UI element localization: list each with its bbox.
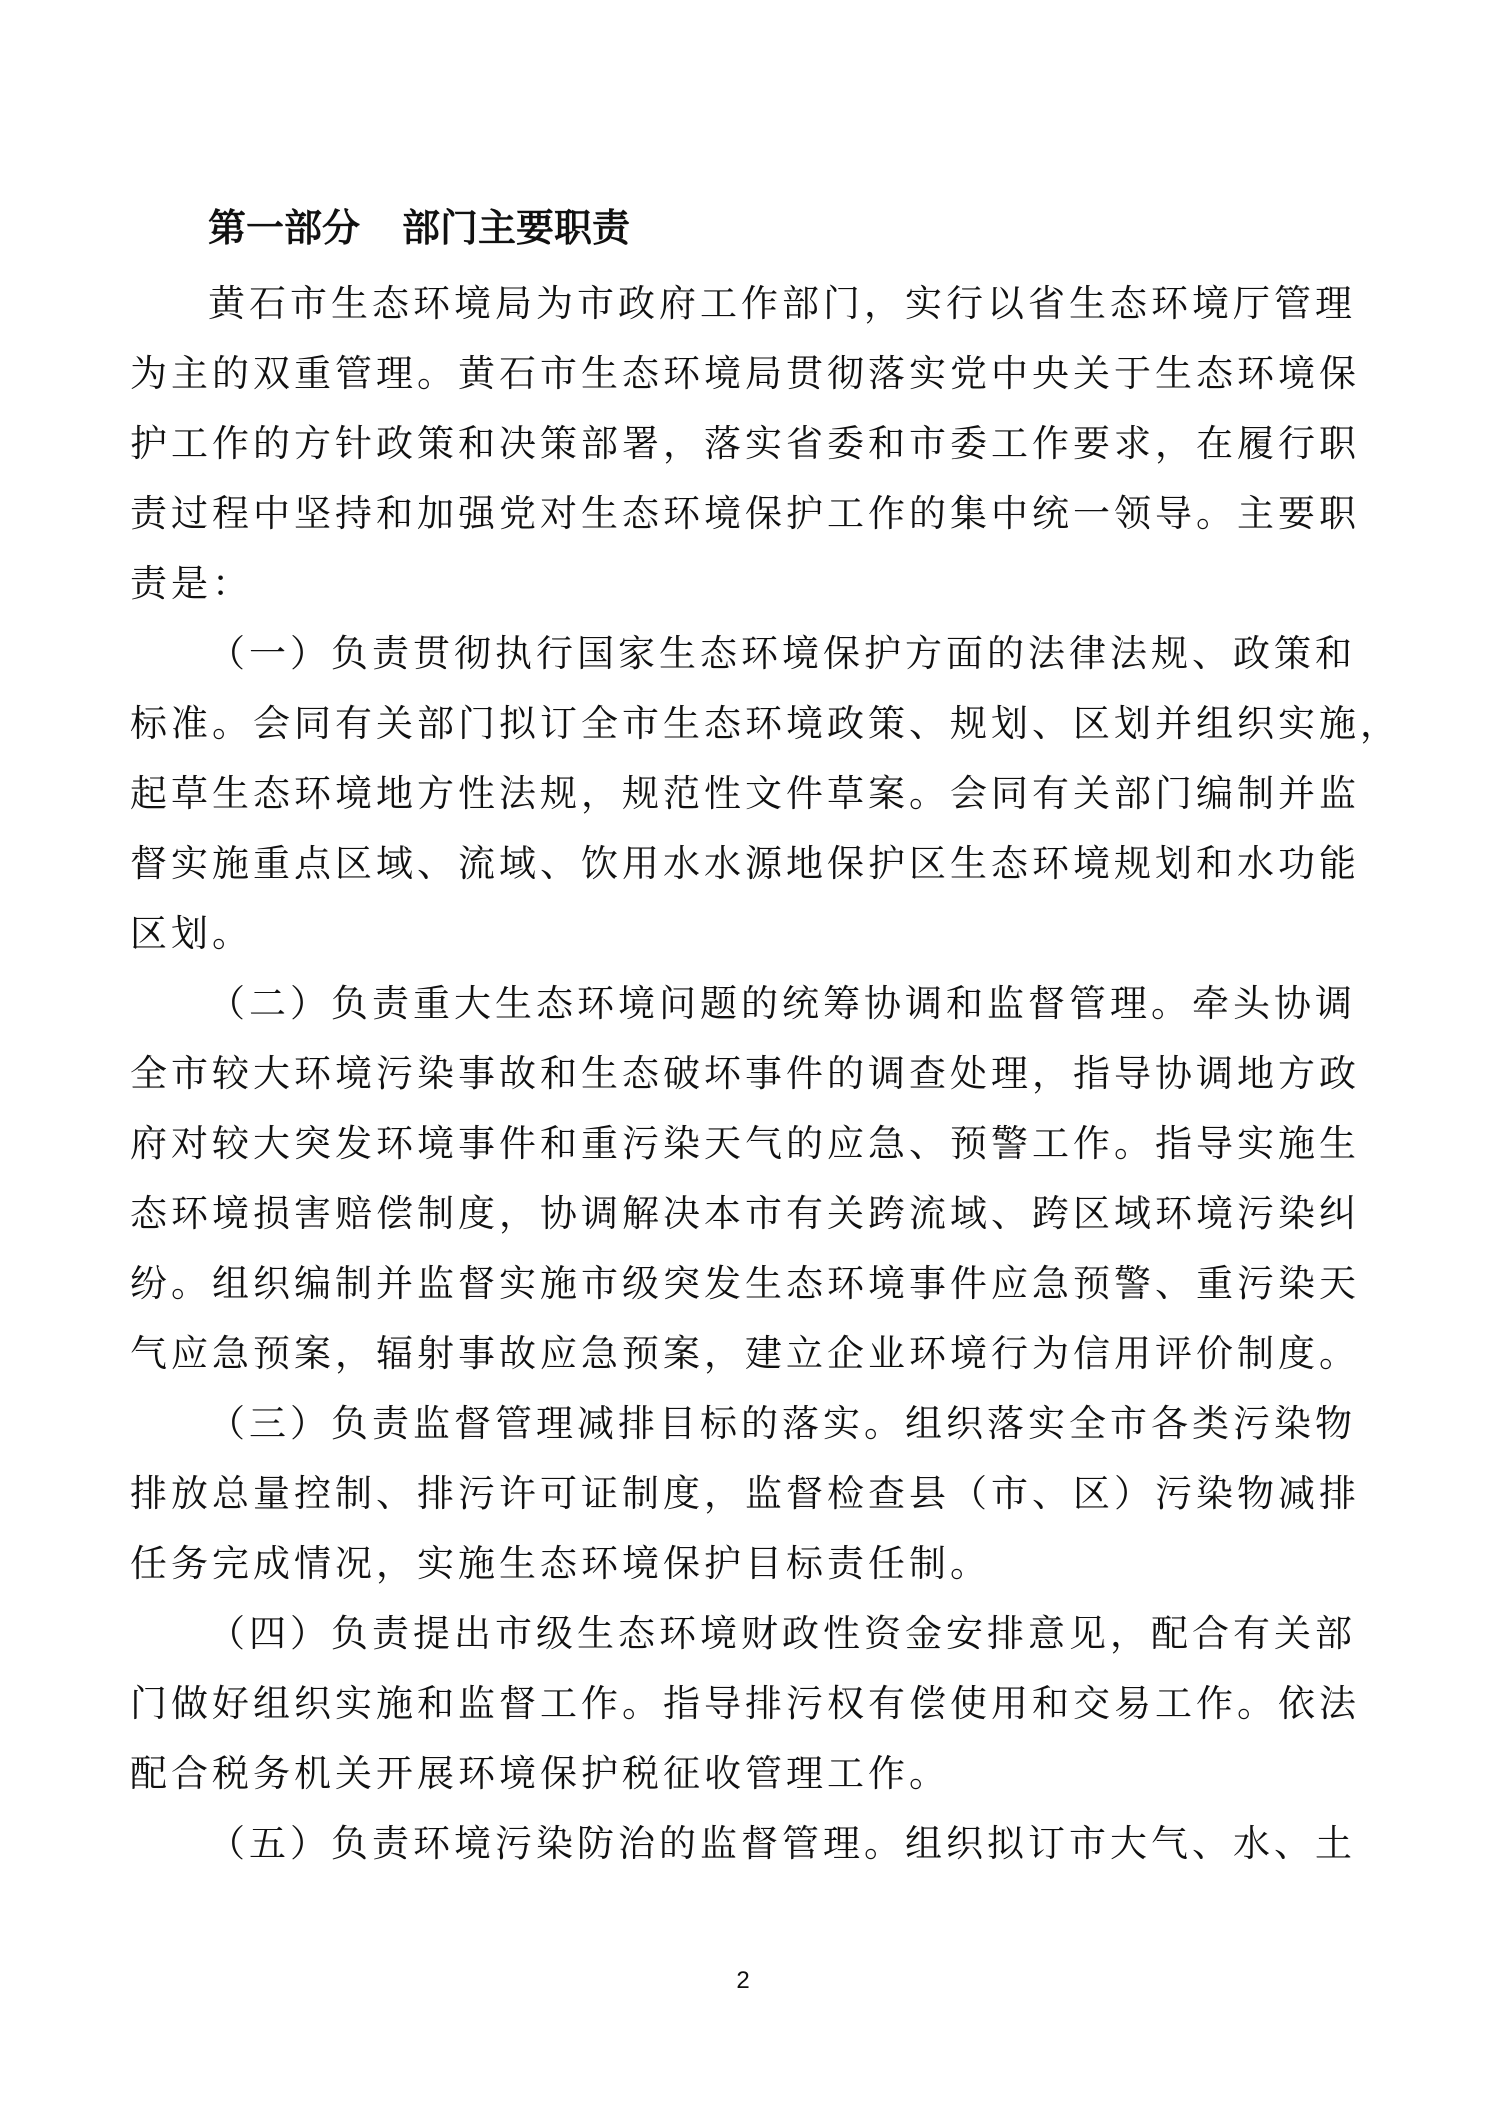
section-heading [208, 200, 630, 256]
paragraph-line: 态环境损害赔偿制度，协调解决本市有关跨流域、跨区域环境污染纠 [130, 1192, 1360, 1235]
paragraph-line: 排放总量控制、排污许可证制度，监督检查县（市、区）污染物减排 [130, 1472, 1360, 1515]
paragraph-line: 起草生态环境地方性法规，规范性文件草案。会同有关部门编制并监 [130, 772, 1360, 815]
paragraph-line: 区划。 [130, 912, 253, 955]
paragraph-line: 任务完成情况，实施生态环境保护目标责任制。 [130, 1542, 991, 1585]
paragraph-line: 全市较大环境污染事故和生态破坏事件的调查处理，指导协调地方政 [130, 1052, 1360, 1095]
paragraph-line: 配合税务机关开展环境保护税征收管理工作。 [130, 1752, 950, 1795]
paragraph-line: 纷。组织编制并监督实施市级突发生态环境事件应急预警、重污染天 [130, 1262, 1360, 1305]
paragraph-line: 府对较大突发环境事件和重污染天气的应急、预警工作。指导实施生 [130, 1122, 1360, 1165]
paragraph-line: 黄石市生态环境局为市政府工作部门，实行以省生态环境厅管理 [208, 282, 1356, 325]
paragraph-line: （三）负责监督管理减排目标的落实。组织落实全市各类污染物 [208, 1402, 1356, 1445]
paragraph-line: （二）负责重大生态环境问题的统筹协调和监督管理。牵头协调 [208, 982, 1356, 1025]
paragraph-line: （四）负责提出市级生态环境财政性资金安排意见，配合有关部 [208, 1612, 1356, 1655]
paragraph-line: 气应急预案，辐射事故应急预案，建立企业环境行为信用评价制度。 [130, 1332, 1360, 1375]
paragraph-line: （一）负责贯彻执行国家生态环境保护方面的法律法规、政策和 [208, 632, 1356, 675]
paragraph-line: 标准。会同有关部门拟订全市生态环境政策、规划、区划并组织实施， [130, 702, 1401, 745]
paragraph-line: 责是： [130, 562, 253, 605]
section-title: 部门主要职责 [402, 206, 631, 250]
page-number: 2 [736, 1967, 750, 1994]
section-part-label: 第一部分 [208, 206, 361, 250]
paragraph-line: （五）负责环境污染防治的监督管理。组织拟订市大气、水、土 [208, 1822, 1356, 1865]
paragraph-line: 门做好组织实施和监督工作。指导排污权有偿使用和交易工作。依法 [130, 1682, 1360, 1725]
paragraph-line: 护工作的方针政策和决策部署，落实省委和市委工作要求，在履行职 [130, 422, 1360, 465]
paragraph-line: 督实施重点区域、流域、饮用水水源地保护区生态环境规划和水功能 [130, 842, 1360, 885]
paragraph-line: 为主的双重管理。黄石市生态环境局贯彻落实党中央关于生态环境保 [130, 352, 1360, 395]
paragraph-line: 责过程中坚持和加强党对生态环境保护工作的集中统一领导。主要职 [130, 492, 1360, 535]
